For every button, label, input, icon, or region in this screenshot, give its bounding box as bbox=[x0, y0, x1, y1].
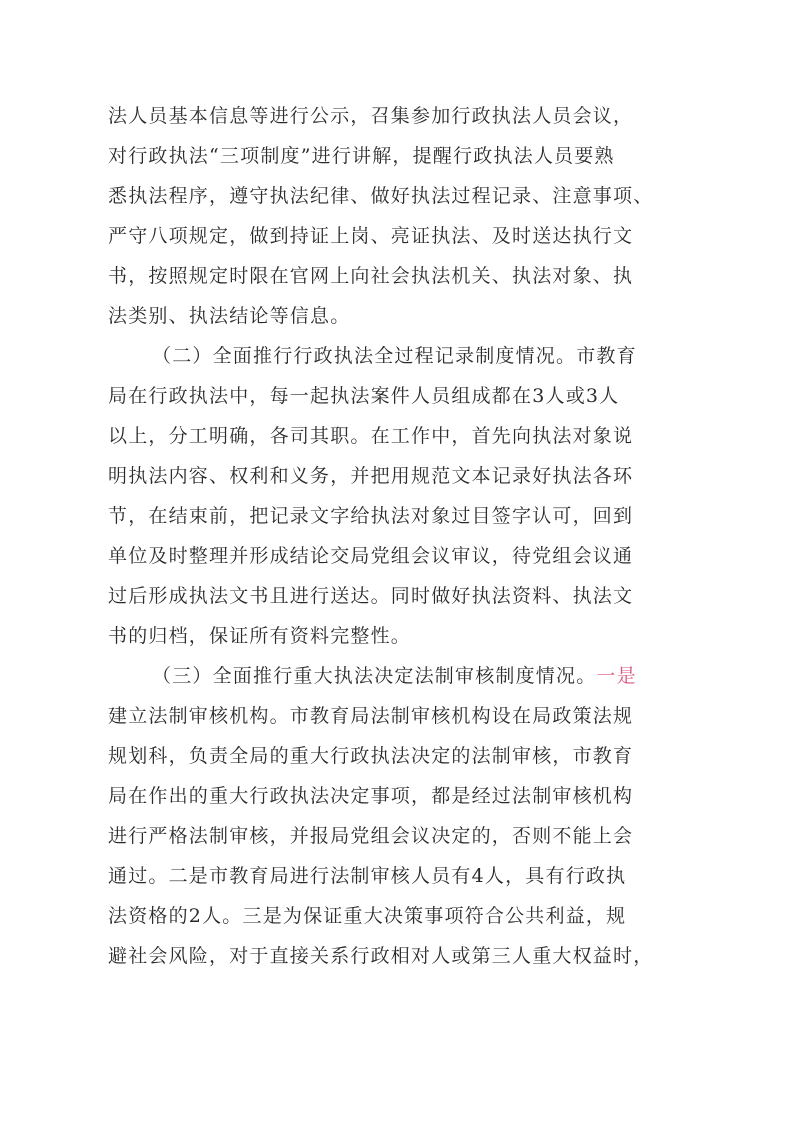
paragraph-2-line-3: 以上，分工明确，各司其职。在工作中，首先向执法对象说 bbox=[108, 425, 634, 447]
paragraph-3-line-2: 建立法制审核机构。市教育局法制审核机构设在局政策法规 bbox=[108, 705, 634, 727]
paragraph-3-line-1 bbox=[108, 656, 688, 696]
document-body bbox=[108, 96, 688, 976]
paragraph-1-line-6: 法类别、执法结论等信息。 bbox=[108, 305, 351, 327]
paragraph-1-line-3: 悉执法程序，遵守执法纪律、做好执法过程记录、注意事项、 bbox=[108, 185, 654, 207]
paragraph-2-line-1: （二）全面推行行政执法全过程记录制度情况。市教育 bbox=[152, 345, 637, 367]
paragraph-3-line-3: 规划科，负责全局的重大行政执法决定的法制审核，市教育 bbox=[108, 745, 634, 767]
paragraph-2-line-8: 书的归档，保证所有资料完整性。 bbox=[108, 625, 412, 647]
paragraph-1-line-4: 严守八项规定，做到持证上岗、亮证执法、及时送达执行文 bbox=[108, 225, 634, 247]
paragraph-2-line-7: 过后形成执法文书且进行送达。同时做好执法资料、执法文 bbox=[108, 585, 634, 607]
paragraph-2-line-5: 节，在结束前，把记录文字给执法对象过目签字认可，回到 bbox=[108, 505, 634, 527]
paragraph-2-line-4: 明执法内容、权利和义务，并把用规范文本记录好执法各环 bbox=[108, 465, 634, 487]
paragraph-3-accent-marker: 一是 bbox=[596, 665, 637, 687]
paragraph-3-heading: （三）全面推行重大执法决定法制审核制度情况。 bbox=[152, 665, 597, 687]
paragraph-3-line-5: 进行严格法制审核，并报局党组会议决定的，否则不能上会 bbox=[108, 825, 634, 847]
paragraph-3-line-7: 法资格的2人。三是为保证重大决策事项符合公共利益，规 bbox=[108, 905, 627, 927]
paragraph-2-line-6: 单位及时整理并形成结论交局党组会议审议，待党组会议通 bbox=[108, 545, 634, 567]
paragraph-3-line-6: 通过。二是市教育局进行法制审核人员有4人，具有行政执 bbox=[108, 865, 627, 887]
paragraph-3-line-4: 局在作出的重大行政执法决定事项，都是经过法制审核机构 bbox=[108, 785, 634, 807]
paragraph-1-line-5: 书，按照规定时限在官网上向社会执法机关、执法对象、执 bbox=[108, 265, 634, 287]
paragraph-2-line-2: 局在行政执法中，每一起执法案件人员组成都在3人或3人 bbox=[108, 385, 620, 407]
paragraph-3-line-8: 避社会风险，对于直接关系行政相对人或第三人重大权益时， bbox=[108, 945, 654, 967]
paragraph-1-line-1: 法人员基本信息等进行公示，召集参加行政执法人员会议， bbox=[108, 105, 634, 127]
paragraph-1-line-2: 对行政执法“三项制度”进行讲解，提醒行政执法人员要熟 bbox=[108, 145, 615, 167]
